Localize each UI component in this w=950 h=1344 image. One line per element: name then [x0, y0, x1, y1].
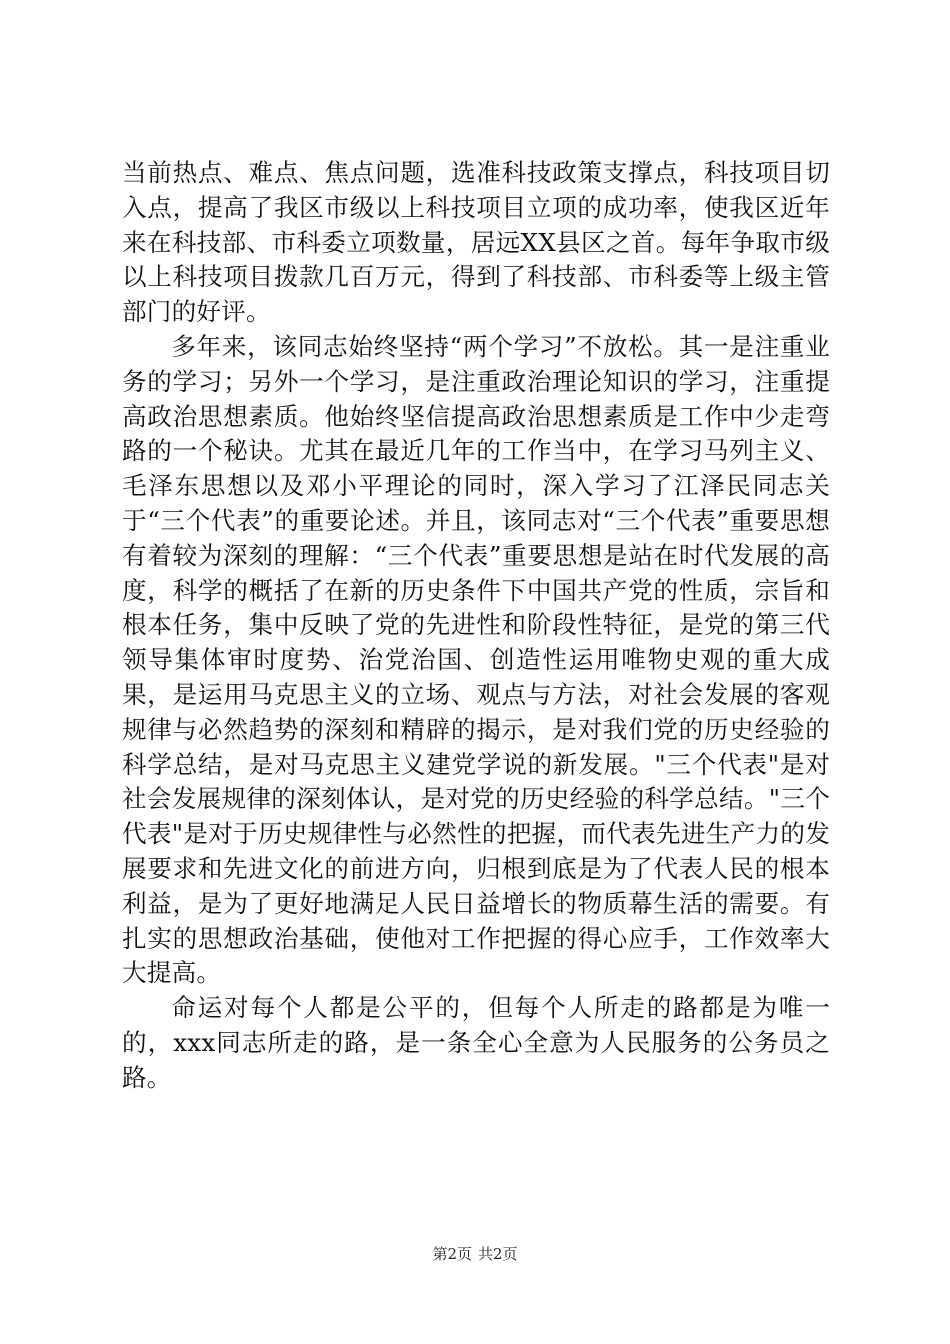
paragraph-3: 命运对每个人都是公平的，但每个人所走的路都是为唯一的，xxx同志所走的路，是一条全心全意为人民服务的公务员之路。: [122, 993, 830, 1092]
page-number-total: 共2页: [478, 1245, 518, 1263]
paragraph-1: 当前热点、难点、焦点问题，选准科技政策支撑点，科技项目切入点，提高了我区市级以上科技项目立项的成功率，使我区近年来在科技部、市科委立项数量，居远XX县区之首。每年争取市级以上科技项目拨款几百万元，得到了科技部、市科委等上级主管部门的好评。: [122, 158, 830, 327]
body-text: [122, 156, 830, 1096]
page-footer: [0, 1244, 950, 1264]
page-number-current: 第2页: [432, 1245, 472, 1263]
paragraph-2: 多年来，该同志始终坚持“两个学习”不放松。其一是注重业务的学习；另外一个学习，是注重政治理论知识的学习，注重提高政治思想素质。他始终坚信提高政治思想素质是工作中少走弯路的一个秘诀。尤其在最近几年的工作当中，在学习马列主义、毛泽东思想以及邓小平理论的同时，深入学习了江泽民同志关于“三个代表”的重要论述。并且，该同志对“三个代表”重要思想有着较为深刻的理解：“三个代表”重要思想是站在时代发展的高度，科学的概括了在新的历史条件下中国共产党的性质，宗旨和根本任务，集中反映了党的先进性和阶段性特征，是党的第三代领导集体审时度势、治党治国、创造性运用唯物史观的重大成果，是运用马克思主义的立场、观点与方法，对社会发展的客观规律与必然趋势的深刻和精辟的揭示，是对我们党的历史经验的科学总结，是对马克思主义建党学说的新发展。"三个代表"是对社会发展规律的深刻体认，是对党的历史经验的科学总结。"三个代表"是对于历史规律性与必然性的把握，而代表先进生产力的发展要求和先进文化的前进方向，归根到底是为了代表人民的根本利益，是为了更好地满足人民日益增长的物质幕生活的需要。有扎实的思想政治基础，使他对工作把握的得心应手，工作效率大大提高。: [122, 331, 830, 988]
